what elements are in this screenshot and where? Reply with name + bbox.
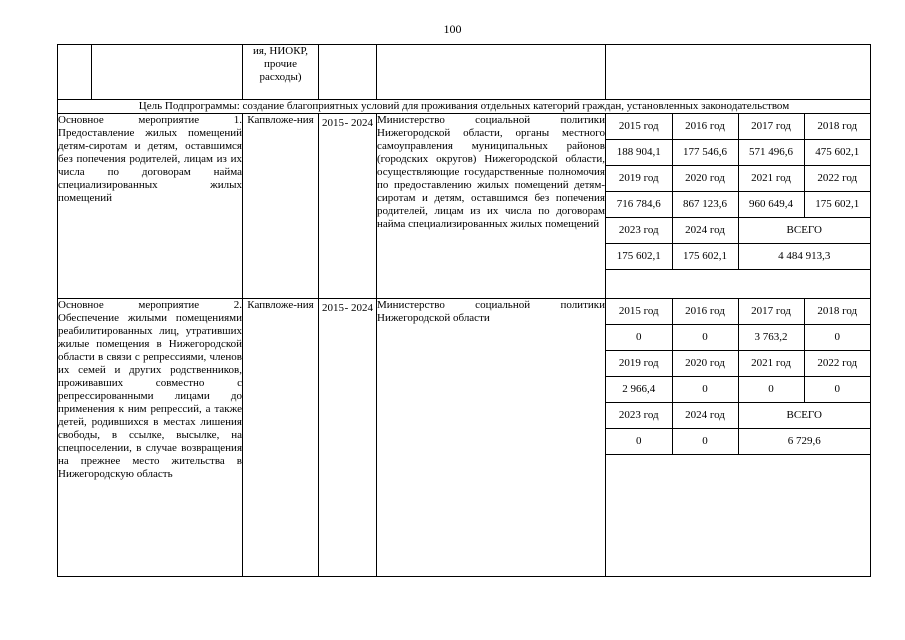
header-cell-5 — [377, 45, 606, 100]
measure-row-1 — [58, 114, 871, 299]
finance-years-row — [606, 403, 870, 429]
finance-value: 867 123,6 — [672, 192, 738, 218]
measure-row-2 — [58, 299, 871, 577]
finance-value: 571 496,6 — [738, 140, 804, 166]
finance-year: 2023 год — [606, 218, 672, 244]
finance-year: 2016 год — [672, 299, 738, 325]
measure-executor: Министерство социальной политики Нижегородской области, органы местного самоуправления муниципальных районов (городских округов) Нижегородской области, осуществляющие государственные полномочия по предоставлению жилых помещений детям-сиротам и детям, оставшимся без попечения родителей, лицам из их числа по договорам найма специализированных жилых помещений — [377, 114, 606, 299]
finance-value: 0 — [672, 429, 738, 455]
finance-value: 0 — [738, 377, 804, 403]
finance-value: 175 602,1 — [672, 244, 738, 270]
finance-values-row — [606, 377, 870, 403]
finance-years-row — [606, 351, 870, 377]
header-cell-4 — [319, 45, 377, 100]
finance-table — [606, 114, 870, 270]
goal-text: Цель Подпрограммы: создание благоприятных условий для проживания отдельных категорий граждан, установленных законодательством — [58, 100, 871, 114]
finance-values-row — [606, 325, 870, 351]
finance-values-row — [606, 192, 870, 218]
header-cell-1 — [58, 45, 92, 100]
finance-value: 0 — [672, 325, 738, 351]
finance-value: 0 — [672, 377, 738, 403]
finance-year: 2021 год — [738, 166, 804, 192]
program-table — [57, 44, 871, 577]
finance-value: 0 — [804, 377, 870, 403]
finance-values-row — [606, 429, 870, 455]
finance-table — [606, 299, 870, 455]
period-end: - 2024 — [344, 117, 373, 129]
finance-block — [606, 114, 871, 299]
header-continuation-row — [58, 45, 871, 100]
finance-total-value: 6 729,6 — [738, 429, 870, 455]
period-start: 2015 — [322, 117, 344, 129]
period-start: 2015 — [322, 302, 344, 314]
measure-period — [319, 299, 377, 577]
finance-value: 175 602,1 — [606, 244, 672, 270]
header-cell-cost-type: ия, НИОКР, прочие расходы) — [243, 45, 319, 100]
finance-value: 188 904,1 — [606, 140, 672, 166]
finance-years-row — [606, 299, 870, 325]
finance-total-label: ВСЕГО — [738, 218, 870, 244]
measure-executor: Министерство социальной политики Нижегородской области — [377, 299, 606, 577]
finance-year: 2022 год — [804, 166, 870, 192]
finance-year: 2024 год — [672, 218, 738, 244]
measure-type: Капвложе-ния — [243, 114, 319, 299]
finance-value: 2 966,4 — [606, 377, 672, 403]
period-end: - 2024 — [344, 302, 373, 314]
finance-value: 960 649,4 — [738, 192, 804, 218]
finance-value: 177 546,6 — [672, 140, 738, 166]
finance-value: 0 — [804, 325, 870, 351]
finance-year: 2015 год — [606, 114, 672, 140]
finance-total-value: 4 484 913,3 — [738, 244, 870, 270]
finance-year: 2024 год — [672, 403, 738, 429]
finance-year: 2020 год — [672, 351, 738, 377]
finance-years-row — [606, 218, 870, 244]
header-cell-2 — [92, 45, 243, 100]
finance-year: 2019 год — [606, 351, 672, 377]
finance-value: 175 602,1 — [804, 192, 870, 218]
finance-values-row — [606, 140, 870, 166]
finance-year: 2015 год — [606, 299, 672, 325]
finance-year: 2018 год — [804, 299, 870, 325]
header-cell-6 — [606, 45, 871, 100]
finance-year: 2017 год — [738, 114, 804, 140]
finance-value: 0 — [606, 429, 672, 455]
finance-values-row — [606, 244, 870, 270]
measure-type: Капвложе-ния — [243, 299, 319, 577]
goal-row — [58, 100, 871, 114]
finance-value: 475 602,1 — [804, 140, 870, 166]
finance-year: 2016 год — [672, 114, 738, 140]
measure-name: Основное мероприятие 1. Предоставление жилых помещений детям-сиротам и детям, оставшимся без попечения родителей, лицам из их числа по договорам найма специализированных жилых помещений — [58, 114, 243, 299]
finance-value: 3 763,2 — [738, 325, 804, 351]
finance-value: 0 — [606, 325, 672, 351]
page-number: 100 — [443, 22, 462, 36]
finance-year: 2023 год — [606, 403, 672, 429]
finance-years-row — [606, 114, 870, 140]
measure-name: Основное мероприятие 2. Обеспечение жилыми помещениями реабилитированных лиц, утративших жилые помещения в Нижегородской области в связи с репрессиями, членов их семей и других родственников, проживавших совместно с репрессированными лицами до применения к ним репрессий, а также детей, родившихся в местах лишения свободы, в ссылке, высылке, на спецпоселении, в случае возвращения на прежнее место жительства в Нижегородскую область — [58, 299, 243, 577]
finance-year: 2017 год — [738, 299, 804, 325]
finance-year: 2021 год — [738, 351, 804, 377]
finance-value: 716 784,6 — [606, 192, 672, 218]
finance-year: 2020 год — [672, 166, 738, 192]
finance-block — [606, 299, 871, 577]
measure-period — [319, 114, 377, 299]
finance-year: 2022 год — [804, 351, 870, 377]
finance-years-row — [606, 166, 870, 192]
finance-total-label: ВСЕГО — [738, 403, 870, 429]
finance-year: 2019 год — [606, 166, 672, 192]
finance-year: 2018 год — [804, 114, 870, 140]
